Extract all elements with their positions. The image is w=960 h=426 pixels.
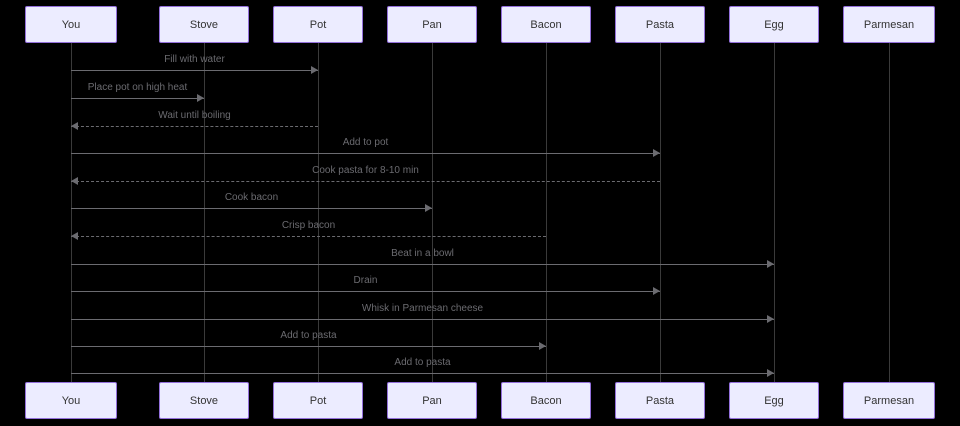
actor-label: Egg (764, 18, 784, 31)
lifeline-pasta (660, 43, 661, 382)
message-line (71, 346, 546, 347)
actor-label: Pan (422, 394, 442, 407)
actor-bottom-bacon[interactable] (501, 382, 591, 419)
message-line (71, 181, 660, 182)
arrow-head-icon (767, 260, 774, 268)
arrow-head-icon (197, 94, 204, 102)
message-label: Cook bacon (224, 192, 279, 203)
arrow-head-icon (767, 315, 774, 323)
actor-top-pasta[interactable] (615, 6, 705, 43)
actor-label: Pan (422, 18, 442, 31)
actor-bottom-pan[interactable] (387, 382, 477, 419)
arrow-head-icon (653, 149, 660, 157)
message-label: Wait until boiling (158, 110, 231, 121)
lifeline-bacon (546, 43, 547, 382)
message-line (71, 319, 774, 320)
arrow-head-icon (767, 369, 774, 377)
actor-label: Pasta (645, 18, 675, 31)
actor-bottom-parmesan[interactable] (843, 382, 935, 419)
actor-top-pan[interactable] (387, 6, 477, 43)
actor-label: Pasta (645, 394, 675, 407)
message-label: Whisk in Parmesan cheese (361, 303, 484, 314)
actor-top-parmesan[interactable] (843, 6, 935, 43)
arrow-head-icon (71, 232, 78, 240)
lifeline-parmesan (889, 43, 890, 382)
message-line (71, 236, 546, 237)
actor-label: You (61, 18, 81, 31)
actor-top-bacon[interactable] (501, 6, 591, 43)
message-line (71, 153, 660, 154)
message-line (71, 264, 774, 265)
actor-label: Stove (189, 18, 219, 31)
message-label: Fill with water (164, 54, 225, 65)
message-line (71, 70, 318, 71)
arrow-head-icon (71, 177, 78, 185)
actor-label: Stove (189, 394, 219, 407)
message-label: Crisp bacon (281, 220, 336, 231)
message-label: Cook pasta for 8-10 min (312, 165, 419, 176)
actor-top-pot[interactable] (273, 6, 363, 43)
actor-label: Pot (309, 18, 327, 31)
actor-label: Parmesan (863, 18, 915, 31)
message-label: Add to pasta (394, 357, 451, 368)
actor-label: Egg (764, 394, 784, 407)
message-label: Add to pot (342, 137, 389, 148)
message-label: Drain (353, 275, 378, 286)
actor-top-you[interactable] (25, 6, 117, 43)
message-line (71, 291, 660, 292)
actor-bottom-stove[interactable] (159, 382, 249, 419)
actor-label: Pot (309, 394, 327, 407)
actor-bottom-egg[interactable] (729, 382, 819, 419)
message-line (71, 98, 204, 99)
message-label: Place pot on high heat (87, 82, 188, 93)
actor-label: Bacon (530, 394, 562, 407)
actor-top-stove[interactable] (159, 6, 249, 43)
actor-label: Bacon (530, 18, 562, 31)
message-line (71, 126, 318, 127)
actor-bottom-you[interactable] (25, 382, 117, 419)
arrow-head-icon (539, 342, 546, 350)
message-line (71, 373, 774, 374)
message-label: Add to pasta (280, 330, 337, 341)
actor-label: You (61, 394, 81, 407)
message-line (71, 208, 432, 209)
arrow-head-icon (425, 204, 432, 212)
actor-label: Parmesan (863, 394, 915, 407)
actor-top-egg[interactable] (729, 6, 819, 43)
actor-bottom-pot[interactable] (273, 382, 363, 419)
actor-bottom-pasta[interactable] (615, 382, 705, 419)
arrow-head-icon (653, 287, 660, 295)
lifeline-egg (774, 43, 775, 382)
arrow-head-icon (71, 122, 78, 130)
arrow-head-icon (311, 66, 318, 74)
message-label: Beat in a bowl (391, 248, 454, 259)
